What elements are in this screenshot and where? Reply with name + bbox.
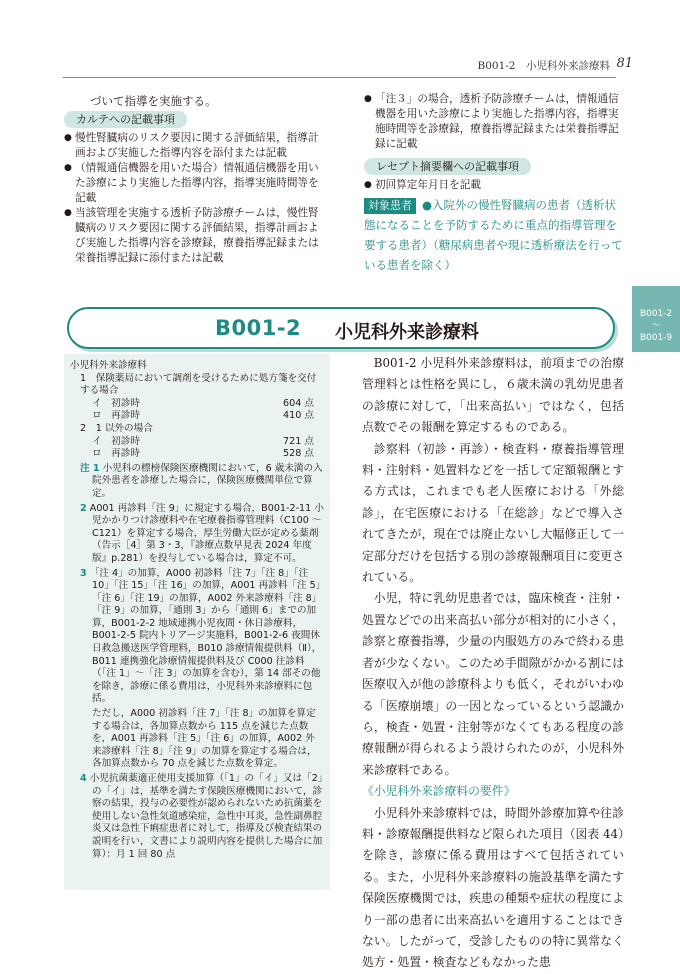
chart-entry-label: カルテへの記載事項 bbox=[64, 111, 187, 128]
note-number: 2 bbox=[80, 502, 87, 514]
side-tab-line3: B001-9 bbox=[639, 333, 673, 343]
header-section-title: B001-2 小児科外来診療料 bbox=[477, 60, 610, 72]
note-text: 小児抗菌薬適正使用支援加算（「1」の「イ」又は「2」の「イ」は，基準を満たす保険医療機関において，診察の結果，投与の必要性が認められないため抗菌薬を使用しない急性気道感染症，急性中耳炎，急性副鼻腔炎又は急性下痢症患者に対して，指導及び検査結果の説明を行い，文書により説明内容を提供した場合に加算）：月 1 回 80 点 bbox=[89, 773, 323, 860]
body-paragraph: 小児科外来診療料では，時間外診療加算や往診料・診療報酬提供料など限られた項目（図表 44）を除き，診療に係る費用はすべて包括されている。また，小児科外来診療料の施設基準を満たす保険医療機関では，疾患の種類や症状の程度により一部の患者に出来高払いを適用することはできない。したがって，受診したものの特に異常なく処方・処置・検査などもなかった患 bbox=[362, 805, 624, 970]
body-paragraph: 診察料（初診・再診）・検査料・療養指導管理料・注射料・処置料などを一括して定額報酬とする方式は，これまでも老人医療における「外総診」，在宅医療における「在総診」などで導入されてきたが，現在では廃止ないし大幅修正して一定部分だけを包括する別の診療報酬項目に変更されている。 bbox=[362, 441, 624, 585]
fee-row-label: イ 初診時 bbox=[92, 397, 140, 409]
fee-schedule-box bbox=[64, 354, 330, 890]
fee-case-2: 2 1 以外の場合 bbox=[80, 422, 153, 434]
note-3-continued: ただし，A000 初診料「注 7」「注 8」の加算を算定する場合は，各加算点数から 115 点を減じた点数を，A001 再診料「注 5」「注 6」の加算，A002 外来診療料「注 8」「注 9」の加算を算定する場合は，各加算点数から 70 点を減じた点数を算定。 bbox=[92, 708, 317, 770]
fee-row-label: イ 初診時 bbox=[92, 435, 140, 447]
fee-row bbox=[70, 448, 324, 461]
fee-row bbox=[70, 410, 324, 423]
note-text: 小児科の標榜保険医療機関において，6 歳未満の入院外患者を診療した場合に，保険医療機関単位で算定。 bbox=[92, 462, 323, 499]
fee-case-1: 1 保険薬局において調剤を受けるために処方箋を交付する場合 bbox=[80, 372, 317, 397]
note-1 bbox=[70, 463, 324, 501]
side-tab-line2: 〜 bbox=[651, 321, 661, 331]
header-rule bbox=[63, 77, 616, 78]
section-title: 小児科外来診療料 bbox=[335, 322, 479, 343]
list-item: ● 「注３」の場合，透析予防診療チームは，情報通信機器を用いた診療により実施した指導内容，指導実施時間等を診療録，療養指導記録または栄養指導記録に記載 bbox=[364, 92, 624, 152]
fee-box-heading: 小児科外来診療料 bbox=[70, 360, 147, 371]
fee-row bbox=[70, 436, 324, 449]
list-item: ● （情報通信機器を用いた場合）情報通信機器を用いた診療により実施した指導内容，指導実施時間等を記載 bbox=[64, 161, 326, 206]
body-paragraph: 小児，特に乳幼児患者では，臨床検査・注射・処置などでの出来高払い部分が相対的に小さく，診察と療養指導，少量の内服処方のみで終わる患者が少なくない。このため手間隙がかかる割には医療収入が他の診療科よりも低く，それがいわゆる「医療崩壊」の一因となっているという認識から，検査・処置・注射等がなくてもある程度の診療報酬が得られるよう設けられたのが，小児科外来診療料である。 bbox=[362, 591, 624, 777]
side-tab-line1: B001-2 bbox=[639, 309, 673, 319]
list-item: ● 慢性腎臓病のリスク要因に関する評価結果，指導計画および実施した指導内容を添付または記載 bbox=[64, 131, 326, 161]
fee-row-points: 604 点 bbox=[283, 397, 314, 409]
fee-row-label: ロ 再診時 bbox=[92, 410, 140, 422]
fee-row-points: 528 点 bbox=[283, 448, 314, 460]
note-number: 4 bbox=[80, 773, 87, 784]
page-number: 81 bbox=[616, 56, 633, 71]
receipt-entry-list bbox=[364, 178, 624, 193]
requirements-heading: 《小児科外来診療料の要件》 bbox=[362, 784, 516, 799]
target-patients-text: ●入院外の慢性腎臓病の患者（透析状態になることを予防するために重点的指導管理を要する患者）（糖尿病患者や現に透析療法を行っている患者を除く） bbox=[364, 198, 623, 272]
target-patients bbox=[364, 195, 624, 275]
note-text: A001 再診料「注 9」に規定する場合，B001-2-11 小児かかりつけ診療料や在宅療養指導管理料（C100 〜 C121）を算定する場合，厚生労働大臣が定める薬剤（告示［4］第 3・3，『診療点数早見表 2024 年度版』p.281）を投与している場合は，算定不可。 bbox=[89, 502, 324, 564]
side-index-tab bbox=[632, 286, 680, 352]
section-code: B001-2 bbox=[215, 316, 302, 340]
target-patients-tag: 対象患者 bbox=[364, 198, 416, 214]
note-text: 「注 4」の加算，A000 初診料「注 7」「注 8」「注 10」「注 15」「注 16」の加算，A001 再診料「注 5」「注 6」「注 19」の加算，A002 外来診療料「注 8」「注 9」の加算，「通則 3」から「通則 6」までの加算，B001-2-2 地域連携小児夜間・休日診療料，B001-2-5 院内トリアージ実施料，B001-2-6 夜間休日救急搬送医学管理料，B010 診療情報提供料（Ⅱ），B011 連携強化診療情報提供料及び C000 往診料（「注 1」〜「注 3」の加算を含む），第 14 部その他を除き，診療に係る費用は，小児科外来診療料に包括。 bbox=[89, 567, 322, 705]
section-title-banner bbox=[67, 307, 615, 349]
note3-entry-list bbox=[364, 92, 624, 152]
list-item: ● 初回算定年月日を記載 bbox=[364, 178, 624, 193]
fee-row-points: 410 点 bbox=[283, 410, 314, 422]
note-3 bbox=[70, 568, 324, 707]
receipt-entry-label: レセプト摘要欄への記載事項 bbox=[364, 158, 531, 175]
body-text-column bbox=[362, 353, 624, 974]
top-right-column bbox=[364, 92, 624, 275]
fee-row bbox=[70, 398, 324, 411]
body-paragraph: B001-2 小児科外来診療料は，前項までの治療管理料とは性格を異にし，６歳未満の乳幼児患者の診療に対して，「出来高払い」ではなく，包括点数でその報酬を算定するものである。 bbox=[362, 356, 624, 435]
chart-entry-list bbox=[64, 131, 326, 266]
list-item: ● 当該管理を実施する透析予防診療チームは，慢性腎臓病のリスク要因に関する評価結果，指導計画および実施した指導内容を診療録，療養指導記録または栄養指導記録に添付または記載 bbox=[64, 206, 326, 266]
top-left-column bbox=[64, 94, 326, 266]
continuation-text: づいて指導を実施する。 bbox=[90, 94, 217, 108]
note-4 bbox=[70, 773, 324, 861]
note-number: 注 1 bbox=[80, 462, 100, 474]
fee-row-label: ロ 再診時 bbox=[92, 448, 140, 460]
note-number: 3 bbox=[80, 567, 87, 579]
running-header bbox=[0, 58, 680, 76]
fee-row-points: 721 点 bbox=[283, 435, 314, 447]
note-2 bbox=[70, 503, 324, 566]
